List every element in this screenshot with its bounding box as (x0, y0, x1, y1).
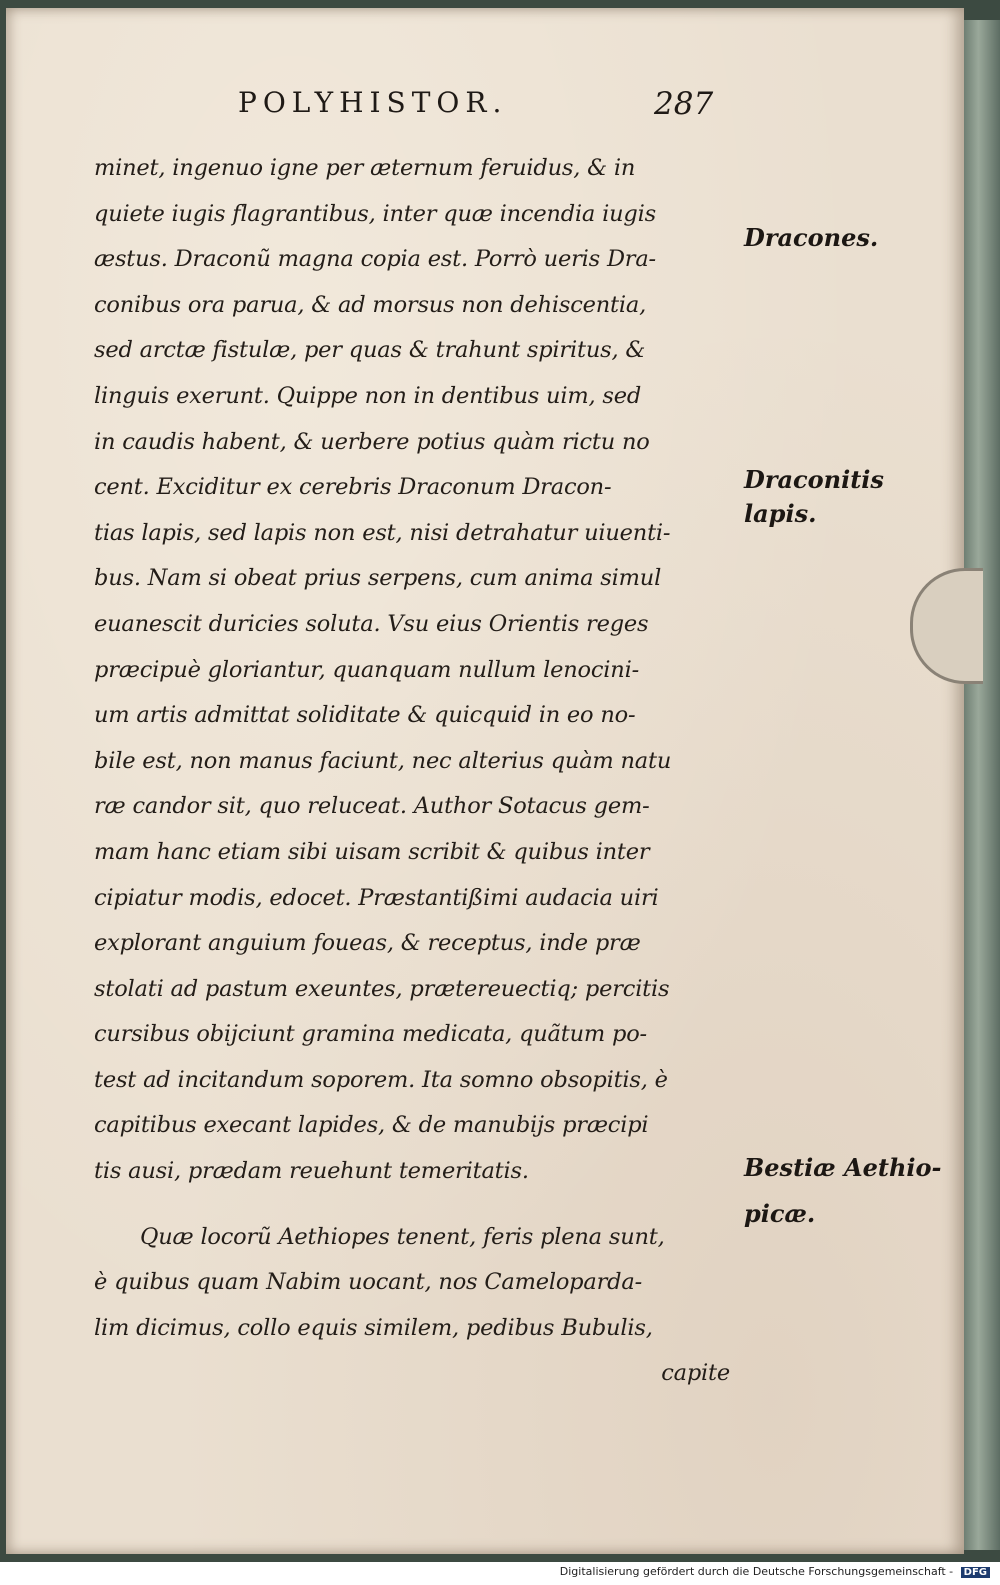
body-text (94, 146, 744, 1397)
text-line: cipiatur modis, edocet. Præstantißimi audacia uiri (94, 884, 659, 911)
text-line: tias lapis, sed lapis non est, nisi detrahatur uiuenti- (94, 519, 671, 546)
book-edge (964, 20, 1000, 1550)
text-line: è quibus quam Nabim uocant, nos Cameloparda- (94, 1269, 642, 1296)
marginal-note-lapis: lapis. (744, 499, 817, 528)
digitization-credit (0, 1565, 990, 1585)
text-line: lim dicimus, collo equis similem, pedibus Bubulis, (94, 1314, 653, 1341)
text-line: stolati ad pastum exeuntes, prætereuectiq; percitis (94, 975, 670, 1002)
text-line: præcipuè gloriantur, quanquam nullum lenocini- (94, 656, 639, 683)
text-line: bus. Nam si obeat prius serpens, cum anima simul (94, 565, 662, 592)
text-line: bile est, non manus faciunt, nec alterius quàm natu (94, 747, 672, 774)
text-line: quiete iugis flagrantibus, inter quæ incendia iugis (94, 200, 656, 227)
page-header (6, 86, 964, 136)
marginal-note-dracones: Dracones. (744, 223, 879, 252)
credit-text: Digitalisierung gefördert durch die Deutsche Forschungsgemeinschaft - (559, 1565, 954, 1578)
marginal-note-picae: picæ. (744, 1199, 816, 1228)
book-page (6, 8, 964, 1554)
text-line: test ad incitandum soporem. Ita somno obsopitis, è (94, 1066, 668, 1093)
text-line: tis ausi, prædam reuehunt temeritatis. (94, 1158, 529, 1185)
text-line: cent. Exciditur ex cerebris Draconum Dracon- (94, 474, 612, 501)
text-line: mam hanc etiam sibi uisam scribit & quibus inter (94, 838, 650, 865)
running-title: POLYHISTOR. (238, 86, 508, 119)
text-line: cursibus obijciunt gramina medicata, quãtum po- (94, 1021, 647, 1048)
text-line: ræ candor sit, quo reluceat. Author Sotacus gem- (94, 793, 650, 820)
marginal-note-draconitis: Draconitis (744, 465, 884, 494)
text-line: euanescit duricies soluta. Vsu eius Orientis reges (94, 610, 649, 637)
text-line: explorant anguium foueas, & receptus, inde præ (94, 930, 641, 957)
text-line: um artis admittat soliditate & quicquid in eo no- (94, 702, 636, 729)
text-line: Quæ locorũ Aethiopes tenent, feris plena sunt, (140, 1223, 665, 1250)
text-line: minet, ingenuo igne per æternum feruidus, & in (94, 155, 636, 181)
text-line: æstus. Draconũ magna copia est. Porrò ueris Dra- (94, 246, 656, 273)
text-line: sed arctæ fistulæ, per quas & trahunt spiritus, & (94, 337, 646, 364)
catchword: capite (661, 1360, 730, 1387)
text-line: conibus ora parua, & ad morsus non dehiscentia, (94, 291, 647, 318)
dfg-logo: DFG (961, 1567, 990, 1578)
text-line: linguis exerunt. Quippe non in dentibus uim, sed (94, 382, 642, 409)
text-line: capitibus execant lapides, & de manubijs præcipi (94, 1112, 649, 1139)
page-number: 287 (654, 86, 714, 122)
marginal-note-bestiae: Bestiæ Aethio- (744, 1153, 942, 1182)
paragraph-gap (94, 1195, 744, 1215)
text-line: in caudis habent, & uerbere potius quàm rictu no (94, 428, 650, 455)
